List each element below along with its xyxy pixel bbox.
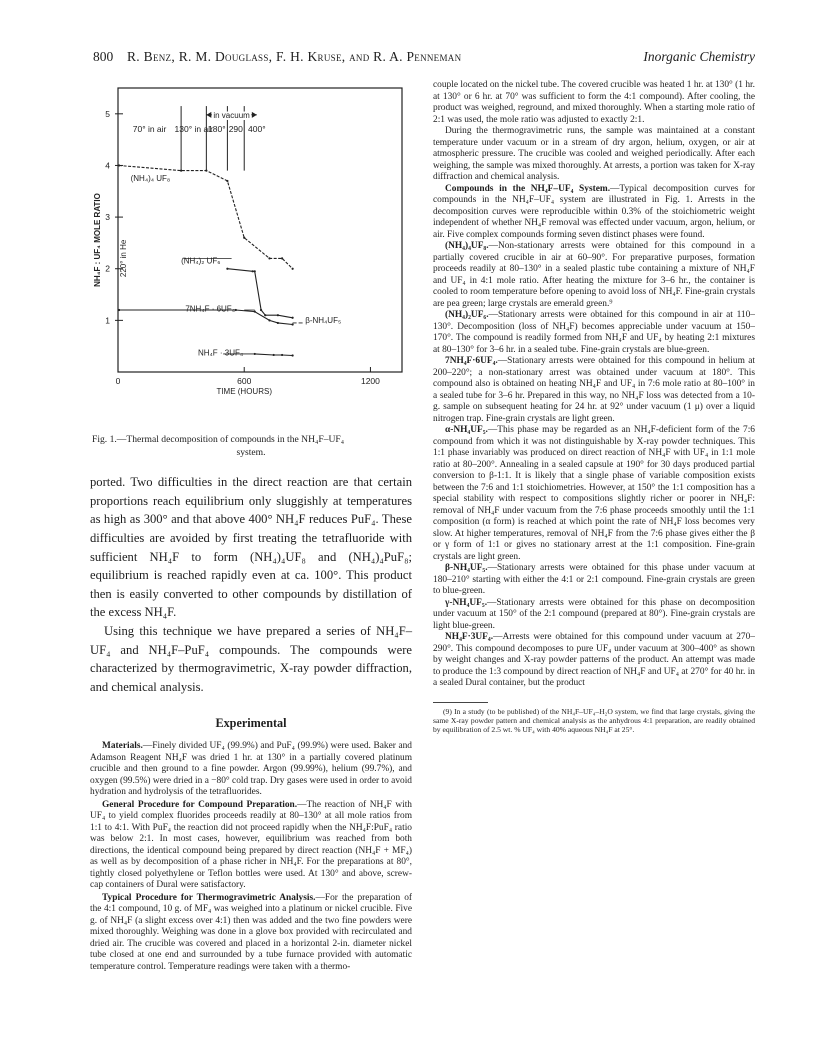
- text-general: —The reaction of NH₄F with UF₄ to yield complex fluorides proceeds readily at 80–130° at all mole ratios from 1:1 to 4:1. With PuF₄ the reaction did not proceed rapidly when the NH₄F:PuF₄ ratio was below 2:1. In most cases, however, equilibrium was reached from both directions, the identical compound being prepared by direct reaction (NH₄F + MF₄) as well as by decomposition of a phase richer in NH₄F. For the preparations at 80°, tightly closed polyethylene or Teflon bottles were used. At 130° and above, screw-cap containers of Dural were satisfactory.: [90, 799, 412, 891]
- y-tick-label: 5: [105, 108, 110, 119]
- data-point: [180, 170, 182, 172]
- paragraph-ported: ported. Two difficulties in the direct reaction are that certain proportions reach equilibrium only sluggishly at temperatures as high as 300° and that above 400° NH₄F reduces PuF₄. These difficulties are avoided by first treating the tetrafluoride with sufficient NH₄F to form (NH₄)₄UF₈ and (NH₄)₄PuF₈; equilibrium is reached rapidly even at ca. 100°. This product then is easily converted to other compounds by distillation of the excess NH₄F.: [90, 475, 412, 620]
- footnote-rule: [433, 702, 488, 703]
- data-point: [292, 323, 294, 325]
- heading-c5: β-NH₄UF₅.: [445, 563, 488, 573]
- region-label-70: 70° in air: [132, 123, 167, 134]
- y-tick-label: 4: [105, 160, 110, 171]
- text-typical: —For the preparation of the 4:1 compound, 10 g. of MF₄ was weighed into a platinum or nickel crucible. Five g. of NH₄F (a slight excess over 4:1) then was added and the two fine powders were mixed thoroughly. Weighing was done in a glove box provided with recirculated and dried air. The crucible was covered and placed in a horizontal 2-in. diameter nickel tube closed at one end and surrounded by a tube furnace provided with automatic temperature control. Temperature readings were taken with a thermo-: [90, 892, 413, 972]
- data-point: [235, 309, 237, 311]
- text-c2: —Stationary arrests were obtained for this compound in air at 110–130°. Decomposition (loss of NH₄F) becomes appreciable under vacuum at 150–170°. The compound is readily formed from NH₄F and UF₄ by heating 2:1 mixtures at 80–130° for 3–6 hr. in a sealed tube. Fine-grain crystals are blue-green.: [433, 310, 755, 355]
- data-point: [268, 319, 270, 321]
- authors: R. Benz, R. M. Douglass, F. H. Kruse, and R. A. Penneman: [127, 49, 462, 64]
- page-number: 800: [93, 49, 114, 64]
- region-label-180: 180°: [208, 123, 226, 134]
- heading-c1: (NH₄)₄UF₈.: [445, 241, 489, 251]
- heading-c2: (NH₄)₂UF₆.: [445, 310, 489, 320]
- region-label-400: 400°: [248, 123, 266, 134]
- heading-c4: α-NH₄UF₅.: [445, 425, 488, 435]
- heading-c3: 7NH₄F·6UF₄.: [445, 356, 498, 366]
- label-nh4f-3uf4: NH₄F · 3UF₄: [197, 348, 244, 358]
- data-point: [264, 314, 266, 316]
- data-point: [205, 170, 207, 172]
- data-point: [254, 270, 256, 272]
- text-compounds: —Typical decomposition curves for compounds in the NH₄F–UF₄ system are illustrated in Fig. 1. Arrests in the decomposition curves were reproducible within 0.3% of the stoichiometric weight independent of whether NH₄F removal was effected under vacuum, argon, helium, or air. Five complex compounds forming seven distinct phases were found.: [433, 183, 756, 240]
- caption-line-2: system.: [236, 446, 266, 458]
- page-header: [93, 49, 755, 67]
- decomposition-chart: [90, 82, 412, 430]
- x-tick-label: 1200: [360, 376, 380, 386]
- data-point: [118, 309, 120, 311]
- data-point: [273, 354, 275, 356]
- text-c1: —Non-stationary arrests were obtained for this compound in a partially covered crucible in air at 60–90°. For preparative purposes, formation proceeds readily at 80–130° in a sealed plastic tube containing a mixture of NH₄F and UF₄ in 4:1 mole ratio. After heating the mixture for 3–6 hr., the container is cooled to room temperature before opening to avoid loss of NH₄F. Fine-grain crystals are pea green; large crystals are emerald green.⁹: [433, 241, 755, 309]
- figure-1: [90, 82, 412, 430]
- paragraph-materials: [90, 741, 412, 799]
- paragraph-typical: [90, 893, 412, 974]
- text-c5: —Stationary arrests were obtained for this phase under vacuum at 180–210° starting with either the 4:1 or 2:1 compound. Fine-grain crystals are green to blue-green.: [433, 563, 755, 596]
- paragraph-c1: [433, 241, 755, 310]
- paragraph-technique: Using this technique we have prepared a series of NH₄F–UF₄ and NH₄F–PuF₄ compounds. The compounds were characterized by thermogravimetric, X-ray powder diffraction, and chemical analysis.: [90, 623, 412, 694]
- region-label-130: 130° in air: [174, 123, 213, 134]
- footnote: (9) In a study (to be published) of the NH₄F–UF₄–H₂O system, we find that large crystals, giving the same X-ray powder pattern and chemical analysis as the anhydrous 4:1 preparation, are readily obtained by equilibration of 2.5 wt. % UF₄ with 40% aqueous NH₄F at 25°.: [433, 706, 755, 735]
- paragraph-c3: [433, 356, 755, 425]
- label-nh4-2-uf6: (NH₄)₂ UF₆: [181, 256, 221, 266]
- heading-compounds: Compounds in the NH₄F–UF₄ System.: [445, 183, 611, 194]
- data-point: [281, 257, 283, 259]
- paragraph-c2: [433, 310, 755, 356]
- x-axis-label: TIME (HOURS): [216, 387, 273, 396]
- text-c6: —Stationary arrests were obtained for this phase on decomposition under vacuum at 150° of the 2:1 compound (prepared at 80°). Fine-grain crystals are light blue-green.: [433, 597, 755, 631]
- x-tick-label: 0: [115, 376, 121, 386]
- caption-line-1: Fig. 1.—Thermal decomposition of compounds in the NH₄F–UF₄: [92, 434, 345, 445]
- data-point: [226, 268, 228, 270]
- heading-c7: NH₄F·3UF₄.: [445, 632, 494, 642]
- heading-c6: γ-NH₄UF₅.: [445, 597, 488, 608]
- y-axis-label: NH₄F : UF₄ MOLE RATIO: [93, 193, 102, 287]
- data-point: [243, 237, 245, 239]
- data-point: [252, 270, 254, 272]
- paragraph-couple: couple located on the nickel tube. The covered crucible was heated 1 hr. at 130° (1 hr. at 130° or 6 hr. at 70° was sufficient to form the 4:1 compound). After cooling, the product was weighed, reground, and mixed thoroughly. When a starting mole ratio of 2:1 was used, the mole ratio was adjusted to exactly 2:1.: [433, 80, 755, 125]
- journal-title: Inorganic Chemistry: [643, 49, 755, 64]
- text-c4: —This phase may be regarded as an NH₄F-deficient form of the 7:6 compound from which it was not distinguishable by X-ray powder techniques. This 1:1 phase invariably was produced on direct reaction of NH₄F with UF₄ in 1:1 mole ratio at 80–200°. Annealing in a sealed capsule at 190° for 30 days produced partial conversion to β-1:1. It is likely that a single phase of variable composition exists between the 7:6 and 1:1 stoichiometries. However, at 150° the 1:1 composition has a special stability with respect to compositions slightly richer or poorer in NH₄F: removal of NH₄F under vacuum from the 7:6 phase proceeds smoothly until the 1:1 composition (α form) is reached at which point the rate of NH₄F loss becomes very slow. At higher temperatures, removal of NH₄F from the 7:6 phase gives either the β or γ form of 1:1 or gives no stationary arrest at the 1:1 composition. Fine-grain crystals are light green.: [433, 425, 755, 562]
- paragraph-general: [90, 800, 412, 892]
- label-nh4-4-uf8: (NH₄)₄ UF₈: [130, 173, 171, 183]
- data-point: [277, 322, 279, 324]
- section-heading: Experimental: [215, 716, 287, 731]
- paragraph-compounds: [433, 184, 755, 242]
- y-tick-label: 3: [105, 212, 110, 223]
- data-point: [292, 268, 294, 270]
- left-column: [90, 82, 412, 973]
- inner-label: 220° in He: [119, 239, 128, 278]
- data-point: [254, 310, 256, 312]
- text-c7: —Arrests were obtained for this compound under vacuum at 270–290°. This compound decomposes to pure UF₄ under vacuum at 300–400° as shown by weight changes and X-ray powder patterns of the product. An attempt was made to produce the 1:3 compound by direct reaction of NH₄F and UF₄ at 270° for 40 hr. in a sealed Dural container, but the product: [433, 632, 755, 688]
- data-point: [292, 354, 294, 356]
- data-point: [226, 180, 228, 182]
- paragraph-runs: During the thermogravimetric runs, the sample was maintained at a constant temperature under vacuum or in a stream of dry argon, helium, oxygen, or air at atmospheric pressure. The crucible was cooled and weighed periodically. After each weighing, the sample was mixed thoroughly. At arrests, a portion was taken for X-ray diffraction and chemical analysis.: [433, 126, 755, 182]
- paragraph-c4: [433, 425, 755, 563]
- region-label-290: 290: [228, 123, 243, 134]
- label-beta-nh4uf5: β-NH₄UF₅: [305, 315, 342, 325]
- data-point: [277, 314, 279, 316]
- vacuum-label: in vacuum: [213, 110, 250, 120]
- paragraph-c6: [433, 598, 755, 633]
- y-tick-label: 1: [105, 315, 110, 326]
- data-point: [268, 257, 270, 259]
- figure-caption: [92, 434, 410, 459]
- heading-general: General Procedure for Compound Preparation.: [102, 799, 298, 810]
- text-c3: —Stationary arrests were obtained for this compound in helium at 200–220°; a non-stationary arrest was obtained under vacuum at 180°. This compound also is obtained on heating NH₄F and UF₄ in 7:6 mole ratio at 80–100° in a sealed tube for 3–6 hr. Prepared in this way, no NH₄F loss was detected from a 10-g. sample on subsequent heating for 24 hr. at 92° under vacuum (1 μ) over a liquid nitrogen trap. Fine-grain crystals are light green.: [433, 356, 755, 424]
- data-point: [292, 317, 294, 319]
- text-materials: —Finely divided UF₄ (99.9%) and PuF₄ (99.9%) were used. Baker and Adamson Reagent NH₄F was dried 1 hr. at 130° in a partially covered platinum crucible and then ground to a fine powder. Argon (99.99%), helium (99.7%), and oxygen (99.5%) were dried in a −80° cold trap. Dry gases were used in order to avoid hydration and hydrolysis of the tetrafluorides.: [90, 741, 412, 798]
- right-column: [433, 80, 755, 735]
- vacuum-arrowhead-left: [206, 112, 211, 118]
- data-point: [260, 309, 262, 311]
- x-tick-label: 600: [237, 376, 252, 386]
- paragraph-c5: [433, 563, 755, 598]
- data-point: [118, 164, 120, 166]
- paragraph-c7: [433, 632, 755, 690]
- data-point: [281, 354, 283, 356]
- heading-materials: Materials.: [102, 741, 143, 752]
- label-7nh4f-6uf4: 7NH₄F · 6UF₄: [185, 304, 235, 314]
- heading-typical: Typical Procedure for Thermogravimetric Analysis.: [102, 892, 316, 903]
- y-tick-label: 2: [105, 263, 110, 274]
- vacuum-arrowhead: [252, 112, 257, 118]
